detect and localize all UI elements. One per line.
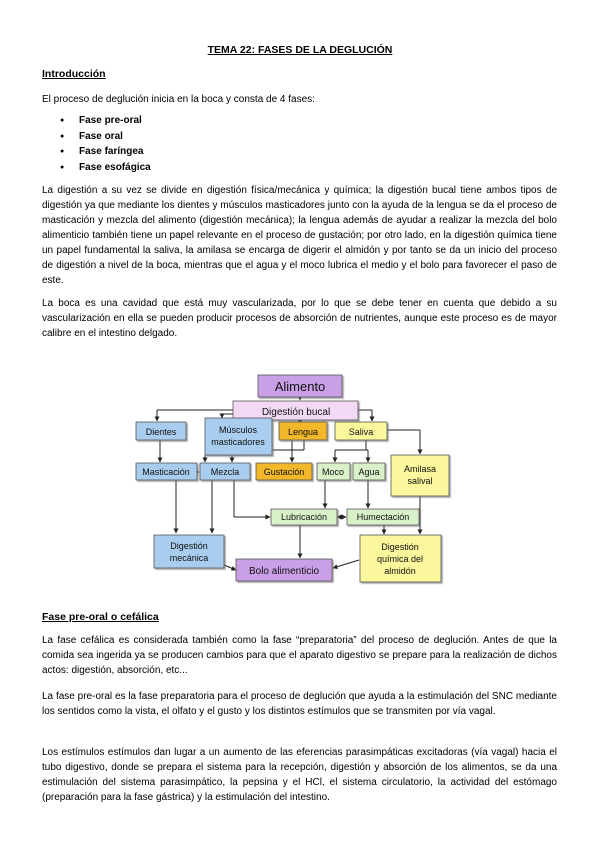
quimica-del-label: química del [376, 554, 424, 564]
list-item: ● Fase pre-oral [79, 113, 151, 129]
digestion-quimica-label: Digestión [381, 542, 419, 552]
fase-preoral-heading: Fase pre-oral o cefálica [42, 611, 159, 623]
moco-label: Moco [321, 467, 345, 477]
fase-preoral-paragraph-3: Los estímulos estímulos dan lugar a un aumento de las eferencias parasimpáticas excitadoras (vía vagal) hacia el tubo digestivo, donde se prepara el sistema para la recepción, digestión y absorción de los alimentos, se da una estimulación del sistema parasimpático, la pepsina y el HCl, el sistema circulatorio, la actividad del estómago (preparación para la fase gástrica) y la estimulación del intestino. [42, 747, 557, 803]
intro-lead: El proceso de deglución inicia en la boca y consta de 4 fases: [42, 94, 315, 105]
digestion-flow-diagram [0, 360, 600, 595]
lubricacion-label: Lubricación [280, 512, 328, 522]
page-title: TEMA 22: FASES DE LA DEGLUCIÓN [207, 44, 393, 56]
list-item: ● Fase oral [79, 129, 151, 145]
mecanica-label: mecánica [169, 553, 209, 563]
alimento-label: Alimento [274, 379, 326, 394]
intro-paragraph-1: La digestión a su vez se divide en digestión física/mecánica y química; la digestión bucal tiene ambos tipos de digestión ya que mediante los dientes y músculos masticadores junto con la ayuda de la lengua se da el proceso de masticación y mezcla del alimento (digestión mecánica); la lengua además de ayudar a realizar la mezcla del bolo alimenticio también tiene un papel relevante en el proceso de gustación; por otro lado, en la digestión química tiene un papel fundamental la saliva, la amilasa se encarga de digerir el almidón y por tanto se da un inicio del proceso de digestión a nivel de la boca, mientras que el agua y el moco lubrica el medio y el bolo para favorecer el paso de este. [42, 185, 557, 286]
digestion-mecanica-box [154, 535, 224, 568]
amilasa-label: Amilasa [403, 464, 437, 474]
intro-paragraph-2: La boca es una cavidad que está muy vascularizada, por lo que se debe tener en cuenta que debido a su vascularización en ella se pueden producir procesos de absorción de nutrientes, aunque este proceso es de mayor calibre en el intestino delgado. [42, 298, 557, 339]
intro-heading: Introducción [42, 68, 106, 80]
gustacion-label: Gustación [263, 467, 305, 477]
digestion-bucal-label: Digestión bucal [261, 407, 331, 418]
lengua-label: Lengua [287, 427, 319, 437]
connector-line [333, 560, 359, 568]
dientes-label: Dientes [145, 427, 177, 437]
masticadores-label: masticadores [211, 437, 265, 447]
mezcla-label: Mezcla [210, 467, 240, 477]
musculos-label: Músculos [218, 425, 258, 435]
masticacion-label: Masticación [142, 467, 190, 477]
digestion-mecanica-label: Digestión [170, 541, 208, 551]
bolo-alimenticio-label: Bolo alimenticio [248, 566, 320, 577]
humectacion-label: Humectación [356, 512, 410, 522]
list-item: ● Fase faríngea [79, 144, 151, 160]
list-item: ● Fase esofágica [79, 160, 151, 176]
phases-list [42, 113, 151, 175]
saliva-label: Saliva [348, 427, 374, 437]
almidon-label: almidón [384, 566, 416, 576]
agua-label: Agua [358, 467, 380, 477]
fase-preoral-paragraph-1: La fase cefálica es considerada también como la fase “preparatoria” del proceso de deglución. Antes de que la comida sea ingerida ya se producen cambios para que el aparato digestivo se prepare para la realización de dichos actos: digestión, absorción, etc... [42, 635, 557, 676]
fase-preoral-paragraph-2: La fase pre-oral es la fase preparatoria para el proceso de deglución que ayuda a la estimulación del SNC mediante los sentidos como la vista, el olfato y el gusto y los distintos estímulos que se transmiten por vía vagal. [42, 691, 557, 717]
salival-label: salival [407, 476, 433, 486]
